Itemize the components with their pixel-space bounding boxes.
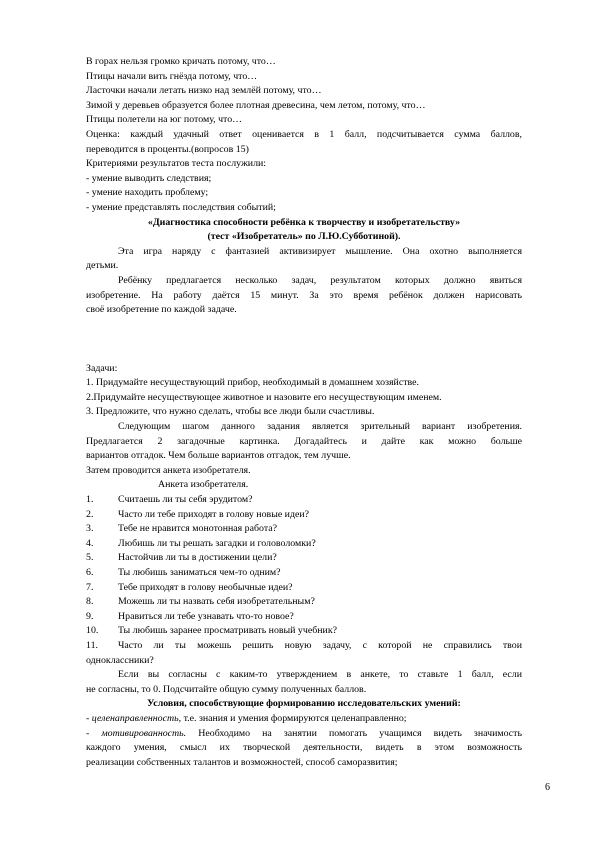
score-line: Оценка: каждый удачный ответ оценивается в 1 балл, подсчитывается сумма баллов,: [86, 128, 522, 140]
question-item: [86, 639, 522, 654]
condition-text: т.е. знания и умения формируются целенаправленно;: [181, 712, 407, 724]
paragraph-line: Ребёнку предлагается несколько задач, результатом которых должно явиться: [118, 274, 522, 286]
question-text: Можешь ли ты назвать себя изобретательным?: [118, 596, 315, 608]
paragraph-line: детьми.: [86, 260, 119, 272]
paragraph-line: Эта игра наряду с фантазией активизирует мышление. Она охотно выполняется: [118, 245, 522, 257]
condition-text-line: реализации собственных талантов и возможностей, способ саморазвития;: [86, 756, 398, 768]
criteria-item: - умение находить проблему;: [86, 187, 209, 199]
question-number: 5.: [86, 552, 94, 564]
anketa-title: Анкета изобретателя.: [158, 479, 249, 491]
question-number: 6.: [86, 567, 94, 578]
question-item: [86, 493, 522, 508]
paragraph-line: Следующим шагом данного задания является зрительный вариант изобретения.: [118, 421, 522, 433]
question-number: 1.: [86, 494, 94, 506]
page-number: 6: [545, 782, 550, 793]
criteria-item: - умение выводить следствия;: [86, 172, 212, 184]
text-line: Ласточки начали летать низко над землёй потому, что…: [86, 85, 322, 97]
question-text: Считаешь ли ты себя эрудитом?: [118, 494, 253, 506]
criteria-title: Критериями результатов теста послужили:: [86, 158, 267, 170]
question-item: [86, 595, 522, 610]
question-text-continued: одноклассники?: [86, 654, 154, 666]
task-item: 3. Предложите, что нужно сделать, чтобы все люди были счастливы.: [86, 406, 375, 418]
task-item: 1. Придумайте несуществующий прибор, необходимый в домашнем хозяйстве.: [86, 377, 419, 389]
section-heading: Условия, способствующие формированию исследовательских умений:: [147, 698, 461, 710]
criteria-item: - умение представлять последствия событий;: [86, 201, 276, 213]
question-item: [86, 566, 522, 581]
question-text: Любишь ли ты решать загадки и головоломки?: [118, 537, 316, 549]
score-line: переводится в проценты.(вопросов 15): [86, 143, 249, 155]
question-number: 10.: [86, 625, 99, 637]
question-item: [86, 551, 522, 566]
question-number: 8.: [86, 596, 94, 608]
condition-item: [86, 727, 522, 742]
paragraph-line: не согласны, то 0. Подсчитайте общую сумму полученных баллов.: [86, 683, 367, 695]
text-line: Птицы начали вить гнёзда потому, что…: [86, 70, 258, 82]
question-number: 7.: [86, 581, 94, 593]
question-item: [86, 522, 522, 537]
condition-text-line: каждого умения, смысл их творческой деятельности, видеть в этом возможность: [86, 742, 522, 754]
question-item: [86, 610, 522, 625]
text-line: Птицы полетели на юг потому, что…: [86, 114, 243, 126]
question-text: Настойчив ли ты в достижении цели?: [118, 552, 277, 564]
spacer: [86, 318, 522, 362]
paragraph-line: Предлагается 2 загадочные картинка. Догадайтесь и дайте как можно больше: [86, 435, 522, 447]
question-text: Часто ли ты можешь решить новую задачу, с которой не справились твои: [118, 639, 522, 651]
question-item: [86, 581, 522, 596]
question-text: Тебе приходят в голову необычные идеи?: [118, 581, 293, 593]
task-item: 2.Придумайте несуществующее животное и назовите его несуществующим именем.: [86, 391, 442, 403]
text-line: В горах нельзя громко кричать потому, что…: [86, 56, 276, 67]
question-number: 9.: [86, 610, 94, 622]
page-content: [86, 55, 522, 770]
question-text: Ты любишь заниматься чем-то одним?: [118, 567, 281, 578]
tasks-title: Задачи:: [86, 362, 118, 374]
paragraph-line: Затем проводится анкета изобретателя.: [86, 464, 251, 476]
section-subheading: (тест «Изобретатель» по Л.Ю.Субботиной).: [207, 231, 401, 243]
section-heading: «Диагностика способности ребёнка к творчеству и изобретательству»: [147, 216, 461, 228]
question-text: Нравиться ли тебе узнавать что-то новое?: [118, 610, 294, 622]
question-item: [86, 537, 522, 552]
text-line: Зимой у деревьев образуется более плотная древесина, чем летом, потому, что…: [86, 99, 426, 111]
question-number: 11.: [86, 639, 98, 651]
condition-term: - мотивированность.: [86, 727, 187, 739]
paragraph-line: изобретение. На работу даётся 15 минут. За это время ребёнок должен нарисовать: [86, 289, 522, 301]
paragraph-line: вариантов отгадок. Чем больше вариантов отгадок, тем лучше.: [86, 450, 351, 462]
question-text: Ты любишь заранее просматривать новый учебник?: [118, 625, 337, 637]
question-item: [86, 624, 522, 639]
question-number: 2.: [86, 508, 94, 520]
question-number: 4.: [86, 537, 94, 549]
condition-term: - целенаправленность,: [86, 712, 182, 724]
condition-text: Необходимо на занятии помогать учащимся видеть значимость: [186, 727, 522, 739]
paragraph-line: Если вы согласны с каким-то утверждением в анкете, то ставьте 1 балл, если: [118, 669, 522, 681]
condition-item: [86, 712, 522, 727]
question-text: Тебе не нравится монотонная работа?: [118, 523, 278, 535]
question-number: 3.: [86, 523, 94, 535]
question-item: [86, 508, 522, 523]
paragraph-line: своё изобретение по каждой задаче.: [86, 304, 237, 316]
question-text: Часто ли тебе приходят в голову новые идеи?: [118, 508, 310, 520]
